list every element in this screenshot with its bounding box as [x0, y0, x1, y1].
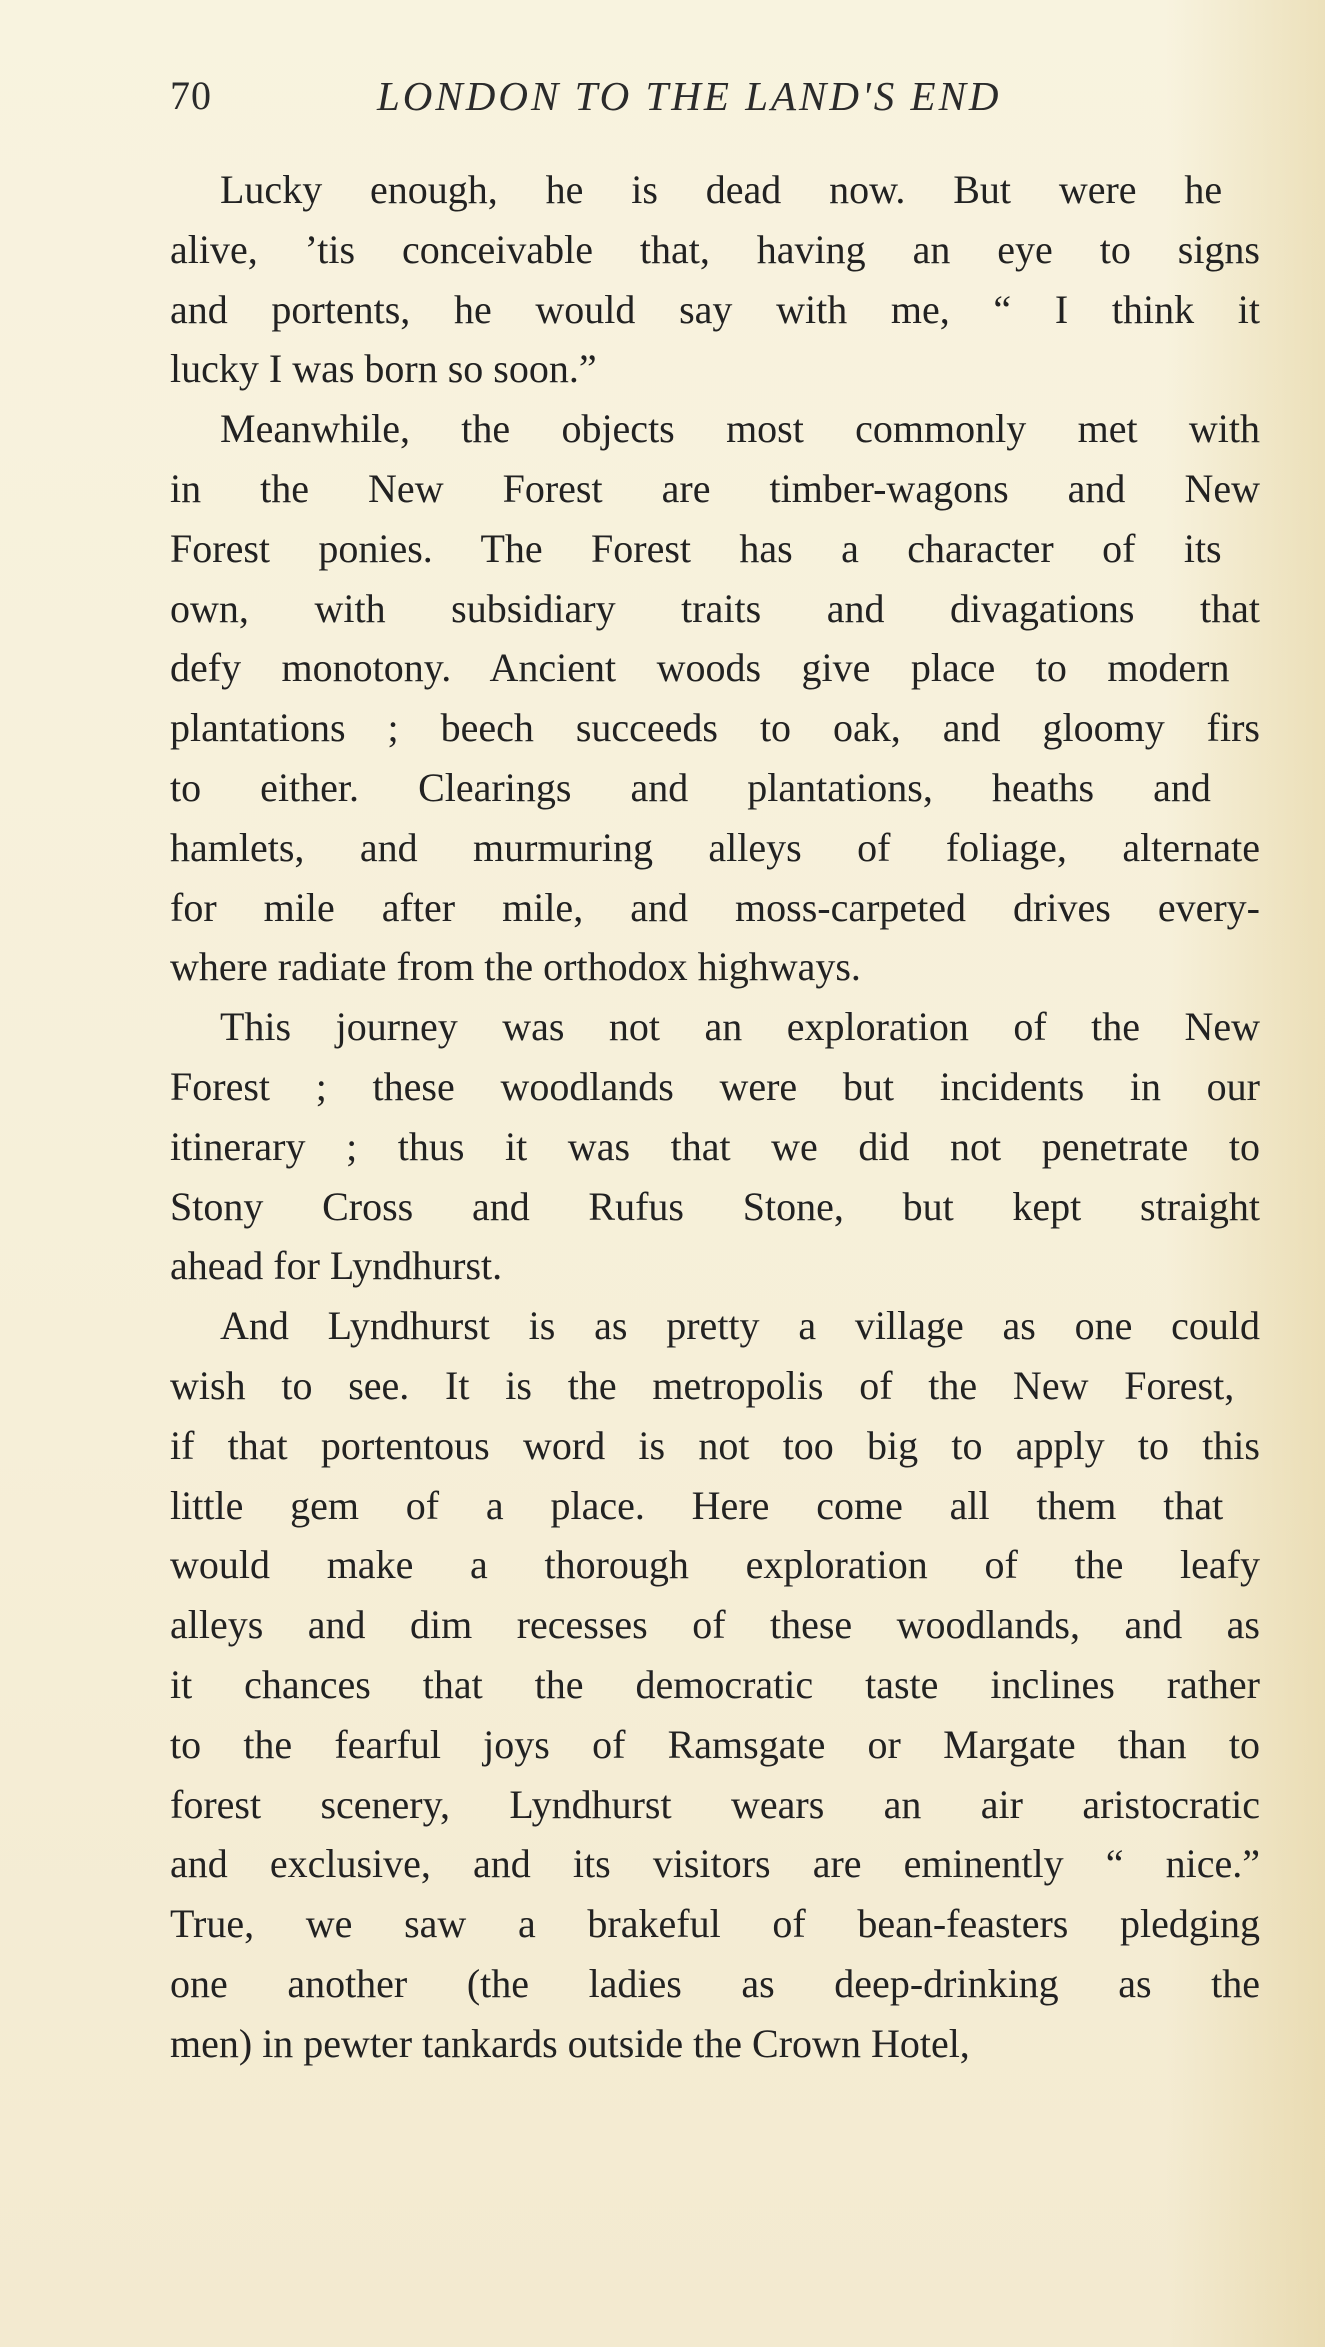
text-line: and portents, he would say with me, “ I think it: [170, 286, 1260, 332]
text-line: where radiate from the orthodox highways.: [170, 944, 861, 990]
text-line: Lucky enough, he is dead now. But were he: [220, 167, 1223, 212]
text-line: to the fearful joys of Ramsgate or Margate than to: [170, 1721, 1260, 1767]
text-line: for mile after mile, and moss-carpeted drives every-: [170, 884, 1260, 930]
body-text: [170, 160, 1260, 2074]
text-line: it chances that the democratic taste inclines rather: [170, 1661, 1260, 1707]
text-line: True, we saw a brakeful of bean-feasters pledging: [170, 1901, 1260, 1947]
text-line: Meanwhile, the objects most commonly met with: [220, 406, 1260, 452]
text-line: to either. Clearings and plantations, heaths and: [170, 764, 1211, 810]
running-title: LONDON TO THE LAND'S END: [377, 73, 1002, 119]
text-line: Forest ; these woodlands were but incidents in our: [170, 1063, 1260, 1109]
text-line: wish to see. It is the metropolis of the New Forest,: [170, 1362, 1235, 1408]
text-line: hamlets, and murmuring alleys of foliage, alternate: [170, 824, 1260, 870]
text-line: alleys and dim recesses of these woodlands, and as: [170, 1602, 1260, 1648]
text-line: and exclusive, and its visitors are eminently “ nice.”: [170, 1841, 1260, 1887]
text-line: own, with subsidiary traits and divagations that: [170, 585, 1260, 631]
text-line: And Lyndhurst is as pretty a village as one could: [220, 1303, 1260, 1349]
page-number: 70: [170, 73, 212, 118]
text-line: Forest ponies. The Forest has a character of its: [170, 525, 1222, 571]
text-line: plantations ; beech succeeds to oak, and gloomy firs: [170, 705, 1260, 751]
text-line: This journey was not an exploration of the New: [220, 1004, 1260, 1050]
text-line: itinerary ; thus it was that we did not penetrate to: [170, 1123, 1260, 1169]
text-line: one another (the ladies as deep-drinking as the: [170, 1960, 1260, 2006]
text-line: would make a thorough exploration of the leafy: [170, 1542, 1260, 1588]
text-line: lucky I was born so soon.”: [170, 346, 597, 392]
page-header: [170, 72, 1170, 132]
text-line: Stony Cross and Rufus Stone, but kept straight: [170, 1183, 1260, 1229]
text-line: ahead for Lyndhurst.: [170, 1243, 503, 1289]
text-line: defy monotony. Ancient woods give place to modern: [170, 645, 1230, 691]
text-line: alive, ’tis conceivable that, having an eye to signs: [170, 226, 1260, 272]
text-line: if that portentous word is not too big to apply to this: [170, 1422, 1260, 1468]
text-line: forest scenery, Lyndhurst wears an air aristocratic: [170, 1781, 1260, 1827]
text-line: in the New Forest are timber-wagons and New: [170, 465, 1260, 511]
text-line: little gem of a place. Here come all them that: [170, 1482, 1224, 1528]
text-line: men) in pewter tankards outside the Crown Hotel,: [170, 2020, 970, 2066]
